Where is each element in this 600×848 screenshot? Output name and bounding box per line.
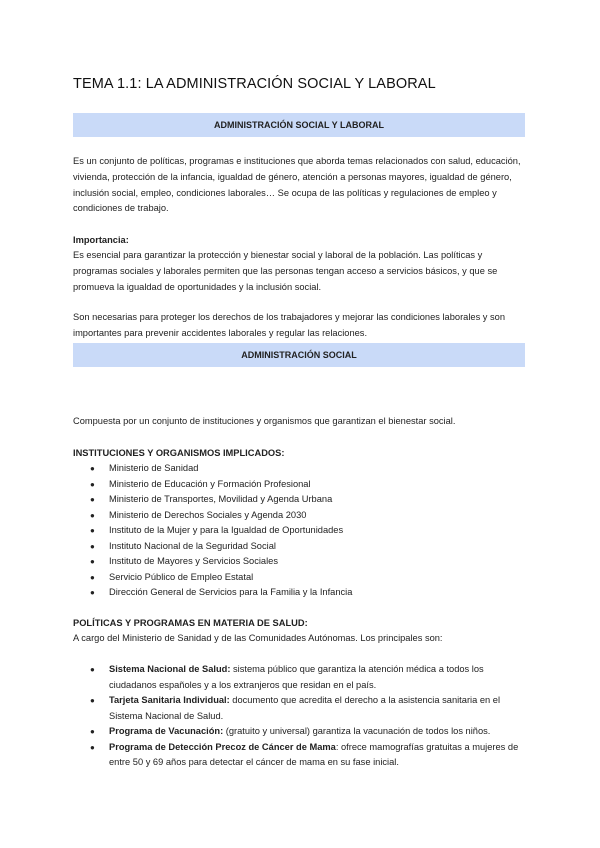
section-banner-label: ADMINISTRACIÓN SOCIAL <box>241 350 357 360</box>
health-policies-heading: POLÍTICAS Y PROGRAMAS EN MATERIA DE SALUD: <box>73 618 308 628</box>
bullet-icon: ● <box>90 541 95 551</box>
bullet-icon: ● <box>90 479 95 489</box>
intro-paragraph: Es un conjunto de políticas, programas e instituciones que aborda temas relacionados con salud, educación, vivienda, protección de la infancia, igualdad de género, atención a personas mayores, igualdad de género, inclusión social, empleo, condiciones laborales… Se ocupa de las políticas y regulaciones de empleo y condiciones de trabajo. <box>73 156 521 214</box>
list-item-text: Servicio Público de Empleo Estatal <box>109 571 254 582</box>
program-name: Programa de Vacunación: <box>109 726 224 736</box>
program-name: Sistema Nacional de Salud: <box>109 664 231 674</box>
health-intro-paragraph: A cargo del Ministerio de Sanidad y de las Comunidades Autónomas. Los principales son: <box>73 633 443 643</box>
bullet-icon: ● <box>90 526 95 535</box>
list-item <box>73 693 529 724</box>
importance-paragraph: Es esencial para garantizar la protección y bienestar social y laboral de la población. Las políticas y programas sociales y laborales permiten que las personas tengan acceso a servicios básicos, y que se promueva la igualdad de oportunidades y la inclusión social. <box>73 250 498 292</box>
program-description: sistema público que garantiza la atención médica a todos los ciudadanos españoles y a los extranjeros que residan en el país. <box>109 664 484 690</box>
list-item <box>73 570 529 586</box>
list-item-text: Instituto de la Mujer y para la Igualdad de Oportunidades <box>109 525 344 535</box>
bullet-icon: ● <box>90 588 95 597</box>
bullet-icon: ● <box>90 727 95 736</box>
section-banner-social <box>73 343 525 367</box>
section-banner-social-laboral <box>73 113 525 137</box>
page-title: TEMA 1.1: LA ADMINISTRACIÓN SOCIAL Y LABORAL <box>73 76 436 92</box>
bullet-icon: ● <box>90 464 95 473</box>
list-item <box>73 477 529 493</box>
bullet-icon: ● <box>90 696 95 705</box>
program-description: (gratuito y universal) garantiza la vacunación de todos los niños. <box>223 726 491 736</box>
list-item-text: Ministerio de Sanidad <box>109 463 199 473</box>
list-item-text: Instituto Nacional de la Seguridad Social <box>109 540 276 551</box>
list-item <box>73 662 529 693</box>
bullet-icon: ● <box>90 495 95 504</box>
list-item <box>73 523 529 539</box>
list-item-text: Ministerio de Derechos Sociales y Agenda 2030 <box>109 509 307 520</box>
bullet-icon: ● <box>90 665 95 674</box>
list-item <box>73 740 529 771</box>
list-item-text: Ministerio de Educación y Formación Profesional <box>109 478 311 489</box>
bullet-icon: ● <box>90 557 95 566</box>
list-item-text: Ministerio de Transportes, Movilidad y Agenda Urbana <box>109 494 333 504</box>
importance-label: Importancia: <box>73 235 129 245</box>
program-description: : ofrece mamografías gratuitas a mujeres de entre 50 y 69 años para detectar el cáncer de mama en su fase inicial. <box>109 741 519 767</box>
list-item-text: Instituto de Mayores y Servicios Sociales <box>109 556 278 566</box>
program-description: documento que acredita el derecho a la asistencia sanitaria en el Sistema Nacional de Salud. <box>109 695 501 721</box>
program-name: Tarjeta Sanitaria Individual: <box>109 695 230 705</box>
social-intro-paragraph: Compuesta por un conjunto de instituciones y organismos que garantizan el bienestar social. <box>73 416 456 426</box>
institutions-heading: INSTITUCIONES Y ORGANISMOS IMPLICADOS: <box>73 448 285 458</box>
list-item-text: Dirección General de Servicios para la Familia y la Infancia <box>109 587 353 597</box>
list-item <box>73 554 529 570</box>
institutions-list <box>73 461 529 601</box>
list-item <box>73 724 529 740</box>
list-item <box>73 492 529 508</box>
program-name: Programa de Detección Precoz de Cáncer de Mama <box>109 741 336 752</box>
bullet-icon: ● <box>90 572 95 582</box>
list-item <box>73 585 529 601</box>
list-item <box>73 508 529 524</box>
bullet-icon: ● <box>90 742 95 752</box>
section-banner-label: ADMINISTRACIÓN SOCIAL Y LABORAL <box>213 120 384 130</box>
bullet-icon: ● <box>90 510 95 520</box>
necessity-paragraph: Son necesarias para proteger los derechos de los trabajadores y mejorar las condiciones laborales y son importantes para prevenir accidentes laborales y regular las relaciones. <box>73 312 506 338</box>
list-item <box>73 461 529 477</box>
health-programs-list <box>73 662 529 771</box>
list-item <box>73 539 529 555</box>
